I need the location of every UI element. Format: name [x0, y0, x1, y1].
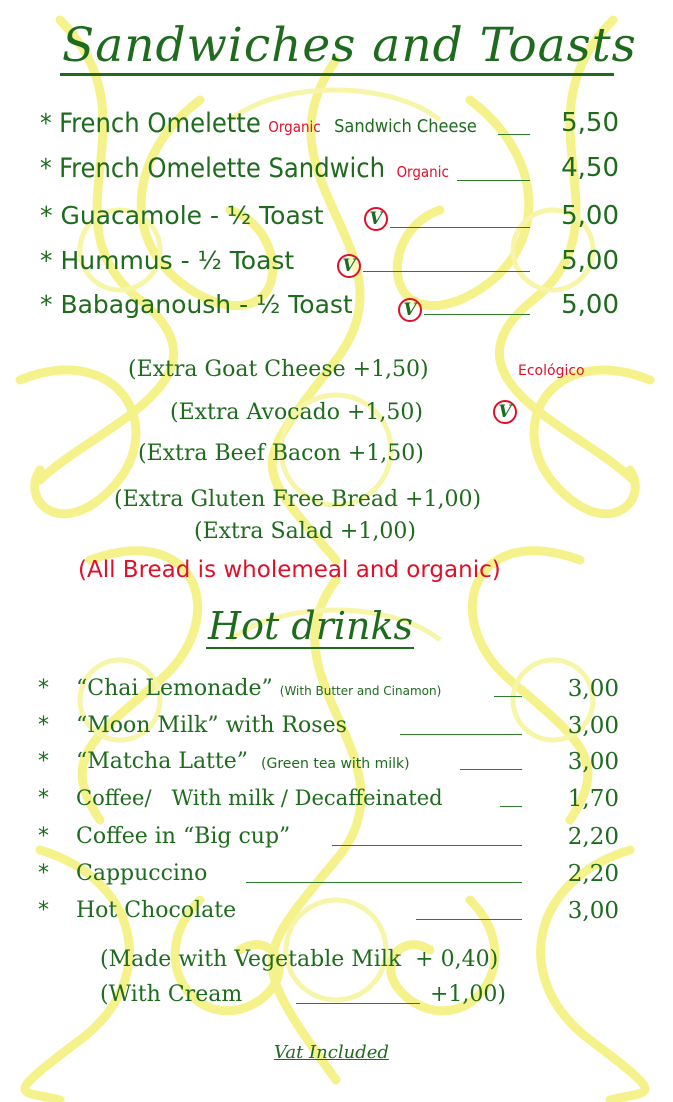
vegan-icon: V: [398, 298, 422, 322]
extra-gluten-free: (Extra Gluten Free Bread +1,00): [114, 487, 482, 512]
leader-line: [390, 227, 530, 228]
bullet: *: [40, 109, 52, 139]
menu-item: [40, 290, 353, 319]
bullet: *: [38, 824, 49, 849]
item-price: 2,20: [567, 861, 619, 887]
leader-line: [332, 845, 522, 846]
bread-note: (All Bread is wholemeal and organic): [78, 557, 501, 583]
vegan-icon: V: [364, 207, 388, 231]
item-price: 2,20: [567, 824, 619, 850]
bullet: *: [38, 861, 49, 886]
item-name: French Omelette: [59, 108, 261, 139]
menu-item: [40, 108, 477, 139]
ecologico-tag: Ecológico: [518, 363, 585, 379]
leader-line: [400, 734, 522, 735]
bullet: *: [38, 676, 49, 701]
item-price: 5,00: [561, 201, 619, 231]
organic-tag: Organic: [396, 163, 449, 181]
cream-note: (With Cream: [100, 982, 243, 1007]
title-underline: [206, 647, 414, 649]
item-price: 3,00: [567, 713, 619, 739]
item-price: 1,70: [567, 786, 619, 812]
organic-tag: Organic: [268, 118, 321, 136]
leader-line: [494, 696, 522, 697]
item-price: 4,50: [561, 153, 619, 183]
leader-line: [363, 271, 530, 272]
menu-item: [40, 201, 324, 230]
item-note: (Green tea with milk): [261, 756, 410, 772]
item-name: Coffee in “Big cup”: [76, 824, 291, 849]
item-name: “Moon Milk” with Roses: [76, 713, 347, 738]
item-price: 3,00: [567, 676, 619, 702]
item-price: 5,00: [561, 246, 619, 276]
leader-line: [296, 1003, 420, 1004]
item-name: “Matcha Latte”: [76, 749, 249, 774]
bullet: *: [38, 713, 49, 738]
item-name: Babaganoush - ½ Toast: [60, 290, 353, 319]
item-name: “Chai Lemonade”: [76, 676, 273, 701]
menu-item: [40, 246, 294, 275]
item-price: 5,00: [561, 290, 619, 320]
extra-beef-bacon: (Extra Beef Bacon +1,50): [138, 441, 424, 466]
item-name: Cappuccino: [76, 861, 208, 886]
leader-line: [498, 134, 530, 135]
sandwiches-title: Sandwiches and Toasts: [62, 18, 637, 73]
cream-price: +1,00): [430, 982, 507, 1007]
bullet: *: [40, 201, 53, 230]
bullet: *: [40, 246, 53, 275]
item-name-cont: Sandwich Cheese: [334, 116, 477, 137]
item-price: 3,00: [567, 749, 619, 775]
item-name: Coffee/ With milk / Decaffeinated: [76, 786, 443, 810]
drink-item: [76, 749, 410, 774]
vegetable-milk-note: (Made with Vegetable Milk + 0,40): [100, 947, 499, 972]
item-note: (With Butter and Cinamon): [279, 684, 442, 698]
bullet: *: [38, 898, 49, 923]
leader-line: [460, 769, 522, 770]
leader-line: [246, 882, 522, 883]
title-underline: [60, 73, 614, 76]
leader-line: [457, 180, 530, 181]
item-name: French Omelette Sandwich: [59, 153, 385, 184]
bullet: *: [38, 786, 49, 811]
bullet: *: [40, 154, 52, 184]
leader-line: [500, 806, 522, 807]
extra-avocado: (Extra Avocado +1,50): [170, 400, 423, 425]
vegan-icon: V: [337, 254, 361, 278]
drink-item: [76, 676, 441, 701]
menu-item: [40, 153, 449, 184]
bullet: *: [40, 290, 53, 319]
item-name: Hummus - ½ Toast: [60, 246, 295, 275]
item-name: Guacamole - ½ Toast: [60, 201, 324, 230]
extra-goat-cheese: (Extra Goat Cheese +1,50): [128, 357, 429, 382]
bullet: *: [38, 749, 49, 774]
hot-drinks-title: Hot drinks: [208, 604, 414, 648]
item-price: 5,50: [561, 108, 619, 138]
item-price: 3,00: [567, 898, 619, 924]
leader-line: [416, 919, 522, 920]
vat-note: Vat Included: [274, 1042, 389, 1063]
leader-line: [424, 314, 530, 315]
item-name: Hot Chocolate: [76, 898, 237, 923]
extra-salad: (Extra Salad +1,00): [194, 519, 416, 544]
vegan-icon: V: [493, 400, 517, 424]
